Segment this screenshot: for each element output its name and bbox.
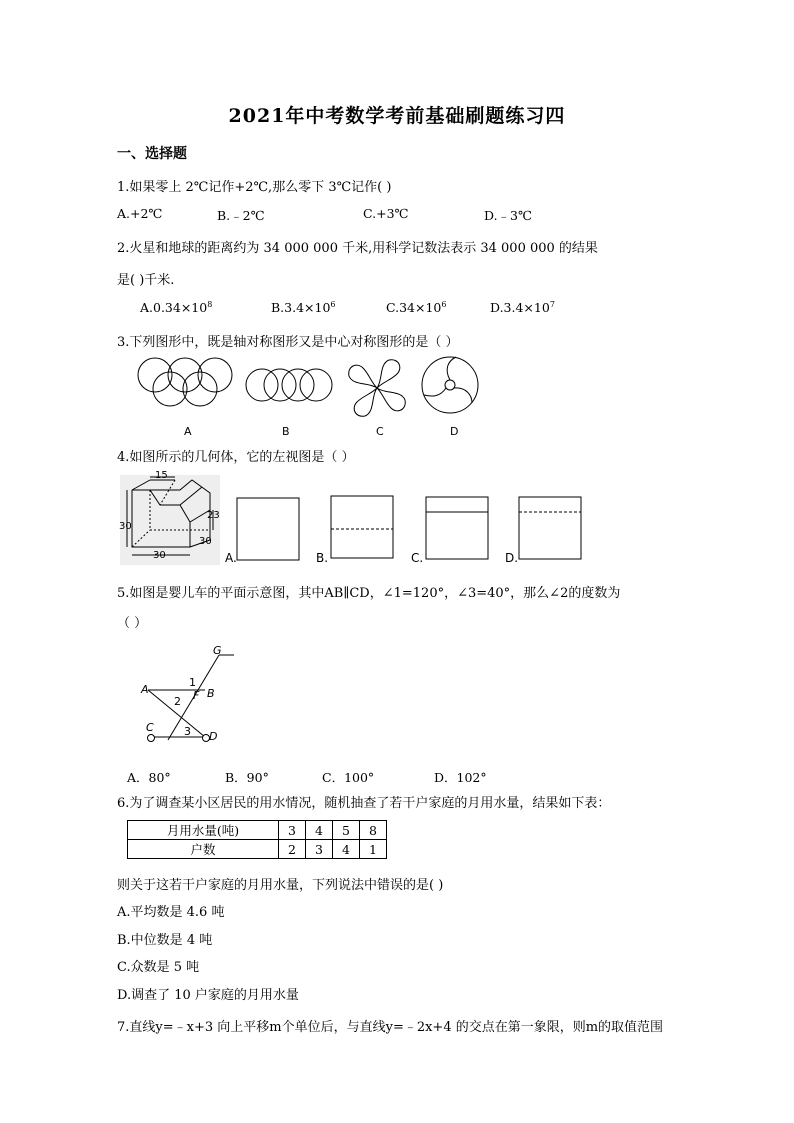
q4-view-d (519, 497, 581, 559)
table-cell: 5 (333, 821, 360, 840)
table-cell: 4 (306, 821, 333, 840)
table-cell: 3 (306, 840, 333, 859)
q3-label-b: B (282, 425, 290, 438)
table-cell: 1 (360, 840, 387, 859)
figure-d-swirl (422, 357, 478, 413)
q1-option-b: B.﹣2℃ (217, 208, 265, 223)
q3-label-d: D (450, 425, 459, 438)
section-heading: 一、选择题 (117, 146, 187, 162)
q6-option-a: A.平均数是 4.6 吨 (117, 905, 225, 920)
page-title: 2021年中考数学考前基础刷题练习四 (228, 105, 566, 127)
q4-label-d: D. (505, 551, 519, 565)
q1-option-c: C.+3℃ (363, 206, 409, 221)
q6-stem: 6.为了调查某小区居民的用水情况，随机抽查了若干户家庭的月用水量，结果如下表： (117, 796, 611, 811)
q4-view-b (331, 496, 393, 558)
q5-point-d: D (209, 730, 218, 743)
q2-option-b: $B.3.4\times 10^6$ (271, 300, 336, 316)
table-cell: 4 (333, 840, 360, 859)
q5-stem-line1: 5.如图是婴儿车的平面示意图，其中AB∥CD，∠1=120°，∠3=40°，那么∠2的度数为 (117, 586, 621, 601)
q4-label-c: C. (411, 551, 424, 565)
q4-dim-30-height: 30 (119, 521, 132, 532)
q3-stem: 3.下列图形中，既是轴对称图形又是中心对称图形的是（ ） (117, 335, 459, 350)
q6-option-b: B.中位数是 4 吨 (117, 933, 213, 948)
table-row (128, 840, 387, 859)
q5-point-c: C (146, 721, 154, 734)
table-header-cell: 月用水量(吨) (128, 821, 279, 840)
q5-point-b: B (207, 687, 215, 700)
q2-stem-line2: 是( )千米. (117, 273, 175, 288)
figure-a-rings (138, 358, 232, 406)
q5-point-f: F (193, 689, 200, 702)
q2-option-c: $C.34\times 10^6$ (386, 300, 447, 316)
table-row (128, 821, 387, 840)
q5-angle-1: 1 (189, 676, 196, 689)
q5-point-g: G (213, 644, 222, 657)
q6-option-c: C.众数是 5 吨 (117, 960, 200, 975)
table-cell: 8 (360, 821, 387, 840)
q4-label-b: B. (316, 551, 329, 565)
q5-option-c: C．100° (322, 770, 375, 785)
q5-angle-3: 3 (184, 725, 191, 738)
table-cell: 2 (279, 840, 306, 859)
q5-option-b: B．90° (225, 770, 269, 785)
q4-stem: 4.如图所示的几何体，它的左视图是（ ） (117, 450, 355, 465)
q4-label-a: A. (225, 551, 237, 565)
q3-label-a: A (184, 425, 192, 438)
q5-option-a: A．80° (127, 770, 171, 785)
q3-label-c: C (376, 425, 384, 438)
q4-dim-30-width: 30 (153, 550, 166, 561)
q6-water-table (127, 820, 387, 859)
q5-point-a: A (141, 683, 149, 696)
q4-view-c (426, 497, 488, 559)
q6-question: 则关于这若干户家庭的月用水量，下列说法中错误的是( ) (117, 878, 444, 893)
q4-dim-23: 23 (207, 510, 220, 521)
q1-option-d: D.﹣3℃ (484, 208, 532, 223)
q2-stem-line1: 2.火星和地球的距离约为 34 000 000 千米,用科学记数法表示 34 000 000 的结果 (117, 241, 598, 256)
q4-dim-15: 15 (155, 470, 168, 481)
q1-stem: 1.如果零上 2℃记作+2℃,那么零下 3℃记作( ) (117, 180, 392, 195)
figure-c-pinwheel (349, 360, 406, 417)
q4-view-a (237, 498, 299, 560)
q5-stroller-figure (0, 640, 794, 750)
table-cell: 3 (279, 821, 306, 840)
figure-b-circles (246, 369, 332, 401)
q5-angle-2: 2 (174, 695, 181, 708)
q1-option-a: A.+2℃ (117, 206, 163, 221)
table-header-cell: 户数 (128, 840, 279, 859)
q7-stem: 7.直线y=﹣x+3 向上平移m个单位后，与直线y=﹣2x+4 的交点在第一象限，则m的取值范围 (117, 1020, 664, 1035)
q4-dim-30-depth: 30 (199, 536, 212, 547)
q5-stem-line2: （ ） (117, 616, 148, 631)
q2-option-d: $D.3.4\times 10^7$ (490, 300, 555, 316)
q6-option-d: D.调查了 10 户家庭的月用水量 (117, 988, 299, 1003)
q4-view-options (0, 495, 794, 565)
q2-option-a: $A.0.34\times 10^8$ (140, 300, 213, 316)
q5-option-d: D．102° (434, 770, 487, 785)
